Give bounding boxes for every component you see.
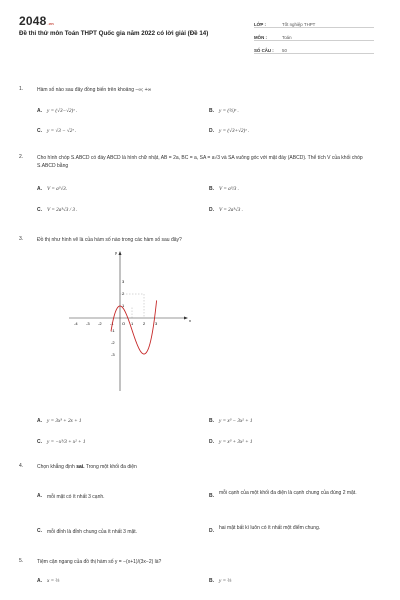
y-tick-label: 1 (122, 303, 125, 308)
y-axis-arrow (119, 251, 122, 255)
option-a[interactable] (37, 578, 59, 584)
option-text: mỗi cạnh của một khối đa diện là cạnh chung của đúng 2 mặt. (219, 490, 357, 496)
x-tick-label: -2 (98, 321, 102, 326)
option-text: y = −x³/3 + x² + 1 (47, 439, 86, 445)
option-a[interactable] (37, 108, 77, 114)
option-text: y = x³ + 3x² + 1 (219, 439, 253, 445)
option-c[interactable] (37, 128, 76, 134)
option-letter: B. (209, 186, 214, 192)
question-text: Đồ thị như hình vẽ là của hàm số nào trong các hàm số sau đây? (37, 237, 182, 243)
cubic-curve (111, 300, 157, 354)
logo-sub: .vn (47, 21, 54, 26)
option-text: mỗi mặt có ít nhất 3 cạnh. (47, 494, 105, 500)
option-a[interactable] (37, 186, 67, 192)
option-letter: A. (37, 186, 42, 192)
option-text: V = a³/3 . (219, 186, 239, 192)
x-tick-label: O (122, 321, 126, 326)
option-letter: A. (37, 108, 42, 114)
site-logo[interactable] (19, 14, 54, 28)
option-letter: A. (37, 578, 42, 584)
question-text-post: Trong một khối đa diện (84, 464, 137, 470)
option-text: x = ⅔ (47, 578, 60, 584)
option-text: y = (√3−√2)ˣ . (47, 108, 78, 114)
option-text: y = √3 − √2ˣ . (47, 128, 77, 134)
question-text-pre: Chọn khẳng định (37, 464, 77, 470)
y-tick-label: -2 (111, 340, 115, 345)
meta-key: MÔN : (254, 35, 267, 40)
option-letter: B. (209, 418, 214, 424)
meta-row-count (254, 42, 374, 54)
y-tick-label: 2 (122, 291, 125, 296)
option-d[interactable] (209, 128, 249, 134)
question-3 (19, 236, 381, 456)
option-b[interactable] (209, 108, 239, 114)
question-1 (19, 86, 381, 146)
question-text-emphasis: sai. (76, 464, 85, 470)
meta-panel (254, 16, 374, 55)
x-tick-label: 2 (143, 321, 146, 326)
option-d[interactable] (209, 524, 369, 534)
option-text: y = x³ − 3x² + 1 (219, 418, 253, 424)
option-text: V = 2a³√3 / 3 . (47, 207, 78, 213)
x-tick-label: -1 (110, 321, 114, 326)
option-b[interactable] (209, 578, 231, 584)
function-graph (59, 246, 199, 396)
option-a[interactable] (37, 418, 82, 424)
option-letter: B. (209, 108, 214, 114)
meta-value: Toán (282, 35, 292, 40)
option-text: hai mặt bất kì luôn có ít nhất một điểm chung. (219, 525, 321, 531)
option-b[interactable] (209, 489, 369, 499)
x-tick-label: -3 (86, 321, 90, 326)
x-tick-label: 1 (131, 321, 134, 326)
meta-key: LỚP : (254, 22, 266, 27)
option-text: V = 2a³√3 . (219, 207, 243, 213)
option-letter: C. (37, 528, 42, 534)
question-number: 5. (19, 558, 24, 564)
option-text: y = 3x³ + 2x + 1 (47, 418, 82, 424)
logo-main: 2048 (19, 14, 47, 28)
option-text: y = ⅔ (219, 578, 232, 584)
question-text: Hàm số nào sau đây đồng biến trên khoảng −∞; +∞ (37, 87, 152, 93)
meta-row-class (254, 16, 374, 28)
option-letter: D. (209, 128, 214, 134)
y-axis-label: y (115, 250, 117, 255)
y-tick-label: -3 (111, 352, 115, 357)
question-number: 2. (19, 154, 24, 160)
option-text: mỗi đỉnh là đỉnh chung của ít nhất 3 mặt. (47, 529, 138, 535)
question-number: 4. (19, 463, 24, 469)
option-letter: C. (37, 128, 42, 134)
option-letter: B. (209, 493, 214, 499)
option-d[interactable] (209, 439, 253, 445)
option-b[interactable] (209, 418, 253, 424)
question-4 (19, 463, 381, 548)
option-letter: D. (209, 528, 214, 534)
option-letter: A. (37, 493, 42, 499)
question-text: Cho hình chóp S.ABCD có đáy ABCD là hình chữ nhật, AB = 2a, BC = a, SA = a√3 và SA vuông góc với mặt đáy (ABCD). Thể tích V của khối chóp S.ABCD bằng (37, 155, 363, 169)
x-axis-arrow (184, 317, 188, 320)
option-d[interactable] (209, 207, 243, 213)
y-tick-label: 3 (122, 279, 125, 284)
option-b[interactable] (209, 186, 239, 192)
x-tick-label: 3 (155, 321, 158, 326)
option-a[interactable] (37, 493, 105, 501)
question-2 (19, 154, 381, 224)
option-letter: D. (209, 439, 214, 445)
option-text: y = (√3+√2)ˣ . (219, 128, 250, 134)
option-letter: A. (37, 418, 42, 424)
question-text (37, 463, 372, 471)
question-text: Tiệm cận ngang của đồ thị hàm số y = −(x+1)/(3x−2) là? (37, 559, 162, 565)
page-title: Đề thi thử môn Toán THPT Quốc gia năm 2022 có lời giải (Đề 14) (19, 30, 209, 37)
option-c[interactable] (37, 528, 137, 536)
option-text: y = (½)ˣ . (219, 108, 239, 114)
question-5 (19, 558, 381, 596)
option-c[interactable] (37, 439, 85, 445)
x-axis-label: x (189, 318, 191, 323)
option-letter: D. (209, 207, 214, 213)
meta-row-subject (254, 29, 374, 41)
option-letter: C. (37, 439, 42, 445)
meta-value: Tốt nghiệp THPT (282, 22, 316, 27)
question-number: 3. (19, 236, 24, 242)
option-letter: B. (209, 578, 214, 584)
x-ticks (74, 321, 158, 326)
x-tick-label: -4 (74, 321, 78, 326)
question-number: 1. (19, 86, 24, 92)
option-c[interactable] (37, 207, 78, 213)
option-text: V = a³√3. (47, 186, 68, 192)
y-tick-label: -1 (111, 328, 115, 333)
meta-key: SỐ CÂU : (254, 48, 274, 53)
option-letter: C. (37, 207, 42, 213)
meta-value: 50 (282, 48, 287, 53)
